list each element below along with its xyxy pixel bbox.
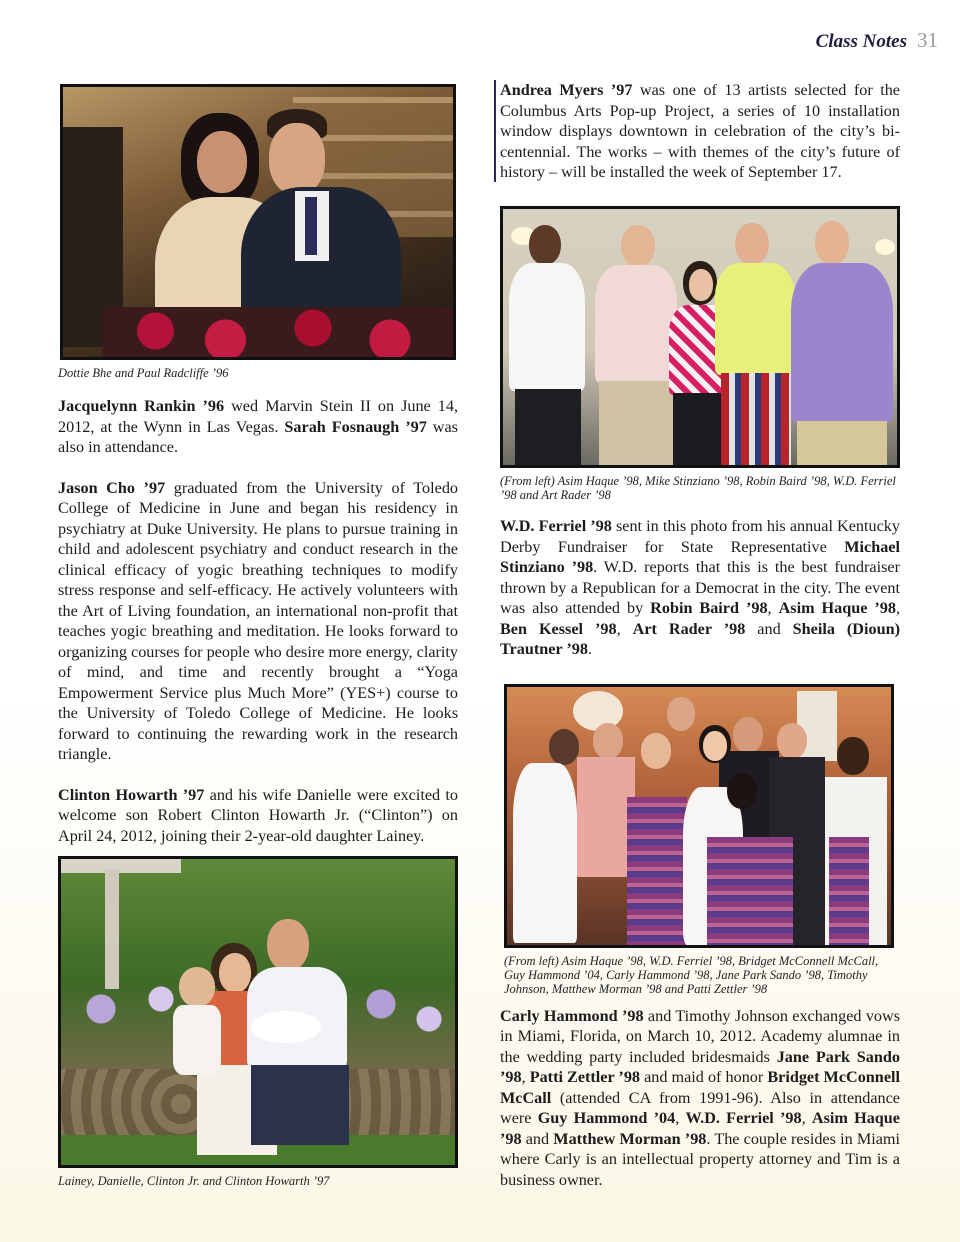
photo-couple: [60, 84, 456, 360]
photo-fundraiser-group: [500, 206, 900, 468]
paragraph-hammond: Carly Hammond ’98 and Timothy Johnson exchanged vows in Miami, Florida, on March 10, 2012. Academy alumnae in the wedding party included bridesmaids Jane Park Sando ’98, Patti Zettler ’98 and maid of honor Bridget McConnell McCall (attended CA from 1991-96). Also in attendance were Guy Hammond ’04, W.D. Ferriel ’98, Asim Haque ’98 and Matthew Morman ’98. The couple resides in Miami where Carly is an intellectual property attorney and Tim is a business owner.: [500, 1006, 901, 1189]
section-title: Class Notes: [815, 31, 907, 52]
left-column: [58, 84, 458, 1188]
photo-wedding-party: [504, 684, 894, 948]
paragraph-howarth: Clinton Howarth ’97 and his wife Danielle were excited to welcome son Robert Clinton Howarth Jr. (“Clinton”) on April 24, 2012, joining their 2-year-old daughter Lainey.: [58, 785, 458, 845]
paragraph-myers: Andrea Myers ’97 was one of 13 artists selected for the Columbus Arts Pop-up Project, a series of 10 installation window displays downtown in celebration of the city’s bi-centennial. The works – with themes of the city’s future of history – will be installed the week of September 17.: [494, 80, 900, 182]
photo-family-caption: Lainey, Danielle, Clinton Jr. and Clinton Howarth ’97: [58, 1174, 330, 1188]
paragraph-ferriel: W.D. Ferriel ’98 sent in this photo from his annual Kentucky Derby Fundraiser for State Representative Michael Stinziano ’98. W.D. reports that this is the best fundraiser thrown by a Republican for a Democrat in the city. The event was also attended by Robin Baird ’98, Asim Haque ’98, Ben Kessel ’98, Art Rader ’98 and Sheila (Dioun) Trautner ’98.: [500, 517, 900, 658]
page-number: 31: [917, 28, 938, 52]
photo-couple-caption: Dottie Bhe and Paul Radcliffe ’96: [58, 366, 229, 380]
photo-fundraiser-caption: (From left) Asim Haque ’98, Mike Stinziano ’98, Robin Baird ’98, W.D. Ferriel ’98 and Art Rader ’98: [500, 474, 896, 502]
paragraph-cho: Jason Cho ’97 graduated from the University of Toledo College of Medicine in June and began his residency in psychiatry at Duke University. He plans to pursue training in child and adolescent psychiatry and conduct research in the clinical efficacy of yogic breathing techniques to modify stress response and self-efficacy. He actively volunteers with the Art of Living foundation, an international non-profit that teaches yogic breathing and meditation. He looks forward to organizing courses for people who desire more energy, clarity of mind, and time and recently brought a “Yoga Empowerment Service plus Much More” (YES+) course to the University of Toledo College of Medicine. He looks forward to continuing the rewarding work in the research triangle.: [58, 478, 459, 763]
right-column: [500, 80, 900, 1190]
photo-family: [58, 856, 458, 1168]
page-header: [816, 28, 938, 53]
paragraph-rankin: Jacquelynn Rankin ’96 wed Marvin Stein II on June 14, 2012, at the Wynn in Las Vegas. Sarah Fosnaugh ’97 was also in attendance.: [58, 397, 458, 456]
photo-wedding-caption: (From left) Asim Haque ’98, W.D. Ferriel ’98, Bridget McConnell McCall, Guy Hammond ’04, Carly Hammond ’98, Jane Park Sando ’98, Timothy Johnson, Matthew Morman ’98 and Patti Zettler ’98: [504, 953, 879, 996]
